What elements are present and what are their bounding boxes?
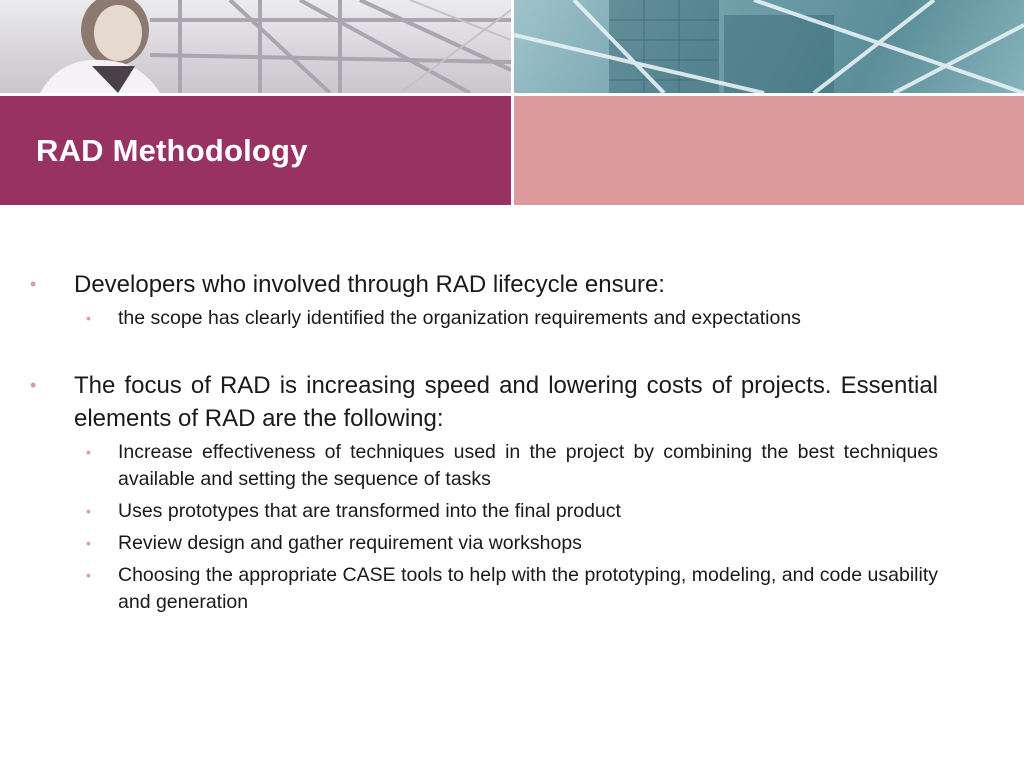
sub-bullet-item bbox=[30, 562, 938, 616]
bullet-text: Developers who involved through RAD lifecycle ensure: bbox=[74, 271, 665, 298]
accent-band bbox=[514, 96, 1024, 205]
bullet-dot-icon: • bbox=[86, 503, 91, 519]
header-photo-woman-on-phone bbox=[0, 0, 511, 93]
sub-bullet-text: Increase effectiveness of techniques used in the project by combining the best techniques available and setting the sequence of tasks bbox=[118, 441, 938, 490]
bullet-dot-icon: • bbox=[86, 310, 91, 326]
sub-bullet-text: Uses prototypes that are transformed into the final product bbox=[118, 500, 621, 522]
header-photo-left-image bbox=[0, 0, 511, 93]
bullet-dot-icon: • bbox=[30, 274, 37, 294]
sub-bullet-item bbox=[30, 498, 938, 525]
header-banner bbox=[0, 0, 1024, 205]
slide-body bbox=[30, 268, 938, 616]
bullet-item bbox=[30, 369, 938, 435]
bullet-dot-icon: • bbox=[86, 535, 91, 551]
sub-bullet-text: the scope has clearly identified the organization requirements and expectations bbox=[118, 307, 801, 329]
bullet-dot-icon: • bbox=[30, 375, 37, 395]
sub-bullet-text: Choosing the appropriate CASE tools to help with the prototyping, modeling, and code usability and generation bbox=[118, 564, 938, 613]
sub-bullet-item bbox=[30, 305, 938, 332]
bullet-dot-icon: • bbox=[86, 567, 91, 583]
sub-bullet-item bbox=[30, 530, 938, 557]
bullet-dot-icon: • bbox=[86, 444, 91, 460]
bullet-text: The focus of RAD is increasing speed and lowering costs of projects. Essential elements of RAD are the following: bbox=[74, 372, 938, 432]
header-photo-right-image bbox=[514, 0, 1024, 93]
header-photo-glass-building bbox=[514, 0, 1024, 93]
slide-title: RAD Methodology bbox=[36, 133, 308, 168]
bullet-item bbox=[30, 268, 938, 301]
sub-bullet-item bbox=[30, 439, 938, 493]
sub-bullet-text: Review design and gather requirement via workshops bbox=[118, 532, 582, 554]
